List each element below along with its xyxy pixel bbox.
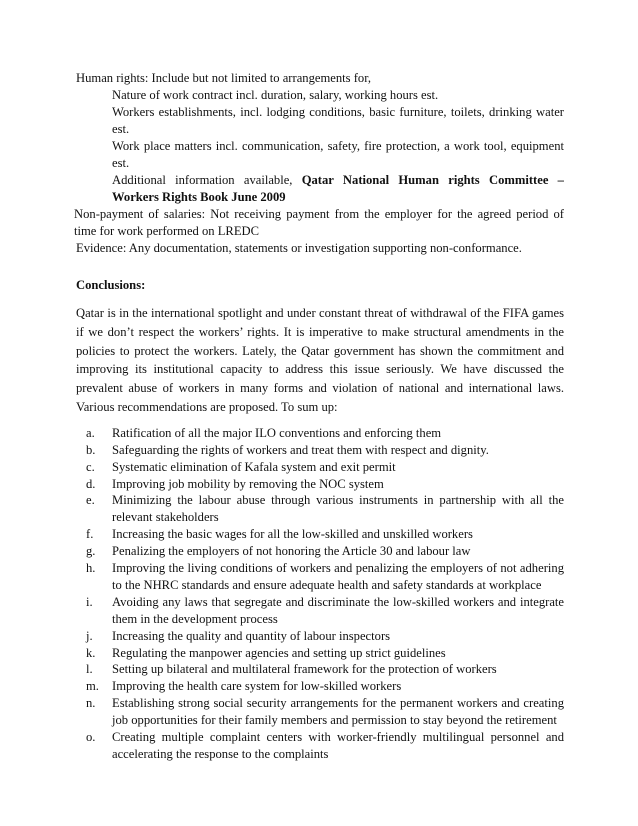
- recommendation-marker: m.: [86, 679, 99, 694]
- additional-information-source: Qatar National Human rights Committee – Workers Rights Book June 2009: [112, 173, 564, 204]
- recommendation-item: [76, 560, 564, 594]
- recommendation-marker: a.: [86, 425, 95, 440]
- recommendation-marker: h.: [86, 561, 96, 576]
- recommendation-text: Ratification of all the major ILO conventions and enforcing them: [112, 425, 442, 440]
- evidence-paragraph: Evidence: Any documentation, statements or investigation supporting non-conformance.: [76, 241, 522, 255]
- recommendation-marker: i.: [86, 594, 93, 609]
- recommendation-text: Improving the health care system for low-skilled workers: [112, 679, 402, 694]
- recommendation-marker: l.: [86, 662, 93, 677]
- recommendation-marker: o.: [86, 730, 96, 745]
- recommendation-item: [76, 543, 564, 560]
- recommendation-item: [76, 695, 564, 729]
- recommendation-marker: b.: [86, 442, 96, 457]
- recommendation-item: [76, 492, 564, 526]
- recommendation-marker: g.: [86, 544, 96, 559]
- human-rights-item: Nature of work contract incl. duration, salary, working hours est.: [112, 88, 439, 102]
- recommendation-item: [76, 476, 564, 493]
- recommendation-item: [76, 645, 564, 662]
- recommendation-text: Safeguarding the rights of workers and treat them with respect and dignity.: [112, 442, 489, 457]
- human-rights-item: Workers establishments, incl. lodging conditions, basic furniture, toilets, drinking water est.: [112, 105, 564, 136]
- recommendation-item: [76, 729, 564, 763]
- recommendation-text: Regulating the manpower agencies and setting up strict guidelines: [112, 645, 446, 660]
- recommendation-text: Establishing strong social security arrangements for the permanent workers and creating job opportunities for their family members and permission to stay beyond the retirement: [112, 696, 564, 728]
- recommendation-marker: c.: [86, 459, 95, 474]
- human-rights-intro: Human rights: Include but not limited to arrangements for,: [76, 71, 372, 85]
- recommendation-item: [76, 628, 564, 645]
- human-rights-item: Work place matters incl. communication, safety, fire protection, a work tool, equipment est.: [112, 139, 564, 170]
- recommendation-text: Systematic elimination of Kafala system and exit permit: [112, 459, 396, 474]
- recommendation-item: [76, 442, 564, 459]
- conclusions-paragraph: Qatar is in the international spotlight and under constant threat of withdrawal of the FIFA games if we don’t respect the workers’ rights. It is imperative to make structural amendments in the policies to protect the workers. Lately, the Qatar government has shown the commitment and improving its institutional capacity to address this issue seriously. We have discussed the prevalent abuse of workers in many forms and violation of national and international laws. Various recommendations are proposed. To sum up:: [76, 306, 564, 414]
- recommendation-marker: d.: [86, 476, 96, 491]
- recommendation-item: [76, 594, 564, 628]
- recommendation-item: [76, 425, 564, 442]
- recommendations-list: [76, 425, 564, 763]
- recommendation-text: Penalizing the employers of not honoring the Article 30 and labour law: [112, 544, 471, 559]
- recommendation-marker: k.: [86, 645, 96, 660]
- recommendation-marker: n.: [86, 696, 96, 711]
- recommendation-item: [76, 526, 564, 543]
- document-body: [76, 70, 564, 763]
- recommendation-marker: f.: [86, 527, 94, 542]
- recommendation-text: Increasing the quality and quantity of labour inspectors: [112, 628, 391, 643]
- recommendation-marker: j.: [86, 628, 93, 643]
- recommendation-item: [76, 661, 564, 678]
- additional-information-prefix: Additional information available,: [112, 173, 293, 187]
- additional-information: [76, 172, 564, 206]
- recommendation-text: Increasing the basic wages for all the low-skilled and unskilled workers: [112, 527, 473, 542]
- recommendation-item: [76, 459, 564, 476]
- conclusions-heading: Conclusions:: [76, 278, 146, 292]
- recommendation-item: [76, 678, 564, 695]
- recommendation-text: Creating multiple complaint centers with worker-friendly multilingual personnel and accelerating the response to the complaints: [112, 730, 564, 761]
- recommendation-text: Improving job mobility by removing the NOC system: [112, 476, 384, 491]
- recommendation-text: Minimizing the labour abuse through various instruments in partnership with all the relevant stakeholders: [112, 493, 564, 525]
- recommendation-text: Setting up bilateral and multilateral framework for the protection of workers: [112, 662, 497, 677]
- non-payment-paragraph: Non-payment of salaries: Not receiving payment from the employer for the agreed period of time for work performed on LREDC: [74, 207, 564, 238]
- recommendation-text: Avoiding any laws that segregate and discriminate the low-skilled workers and integrate them in the development process: [112, 594, 564, 626]
- recommendation-text: Improving the living conditions of workers and penalizing the employers of not adhering to the NHRC standards and ensure adequate health and safety standards at workplace: [112, 561, 564, 592]
- recommendation-marker: e.: [86, 493, 95, 508]
